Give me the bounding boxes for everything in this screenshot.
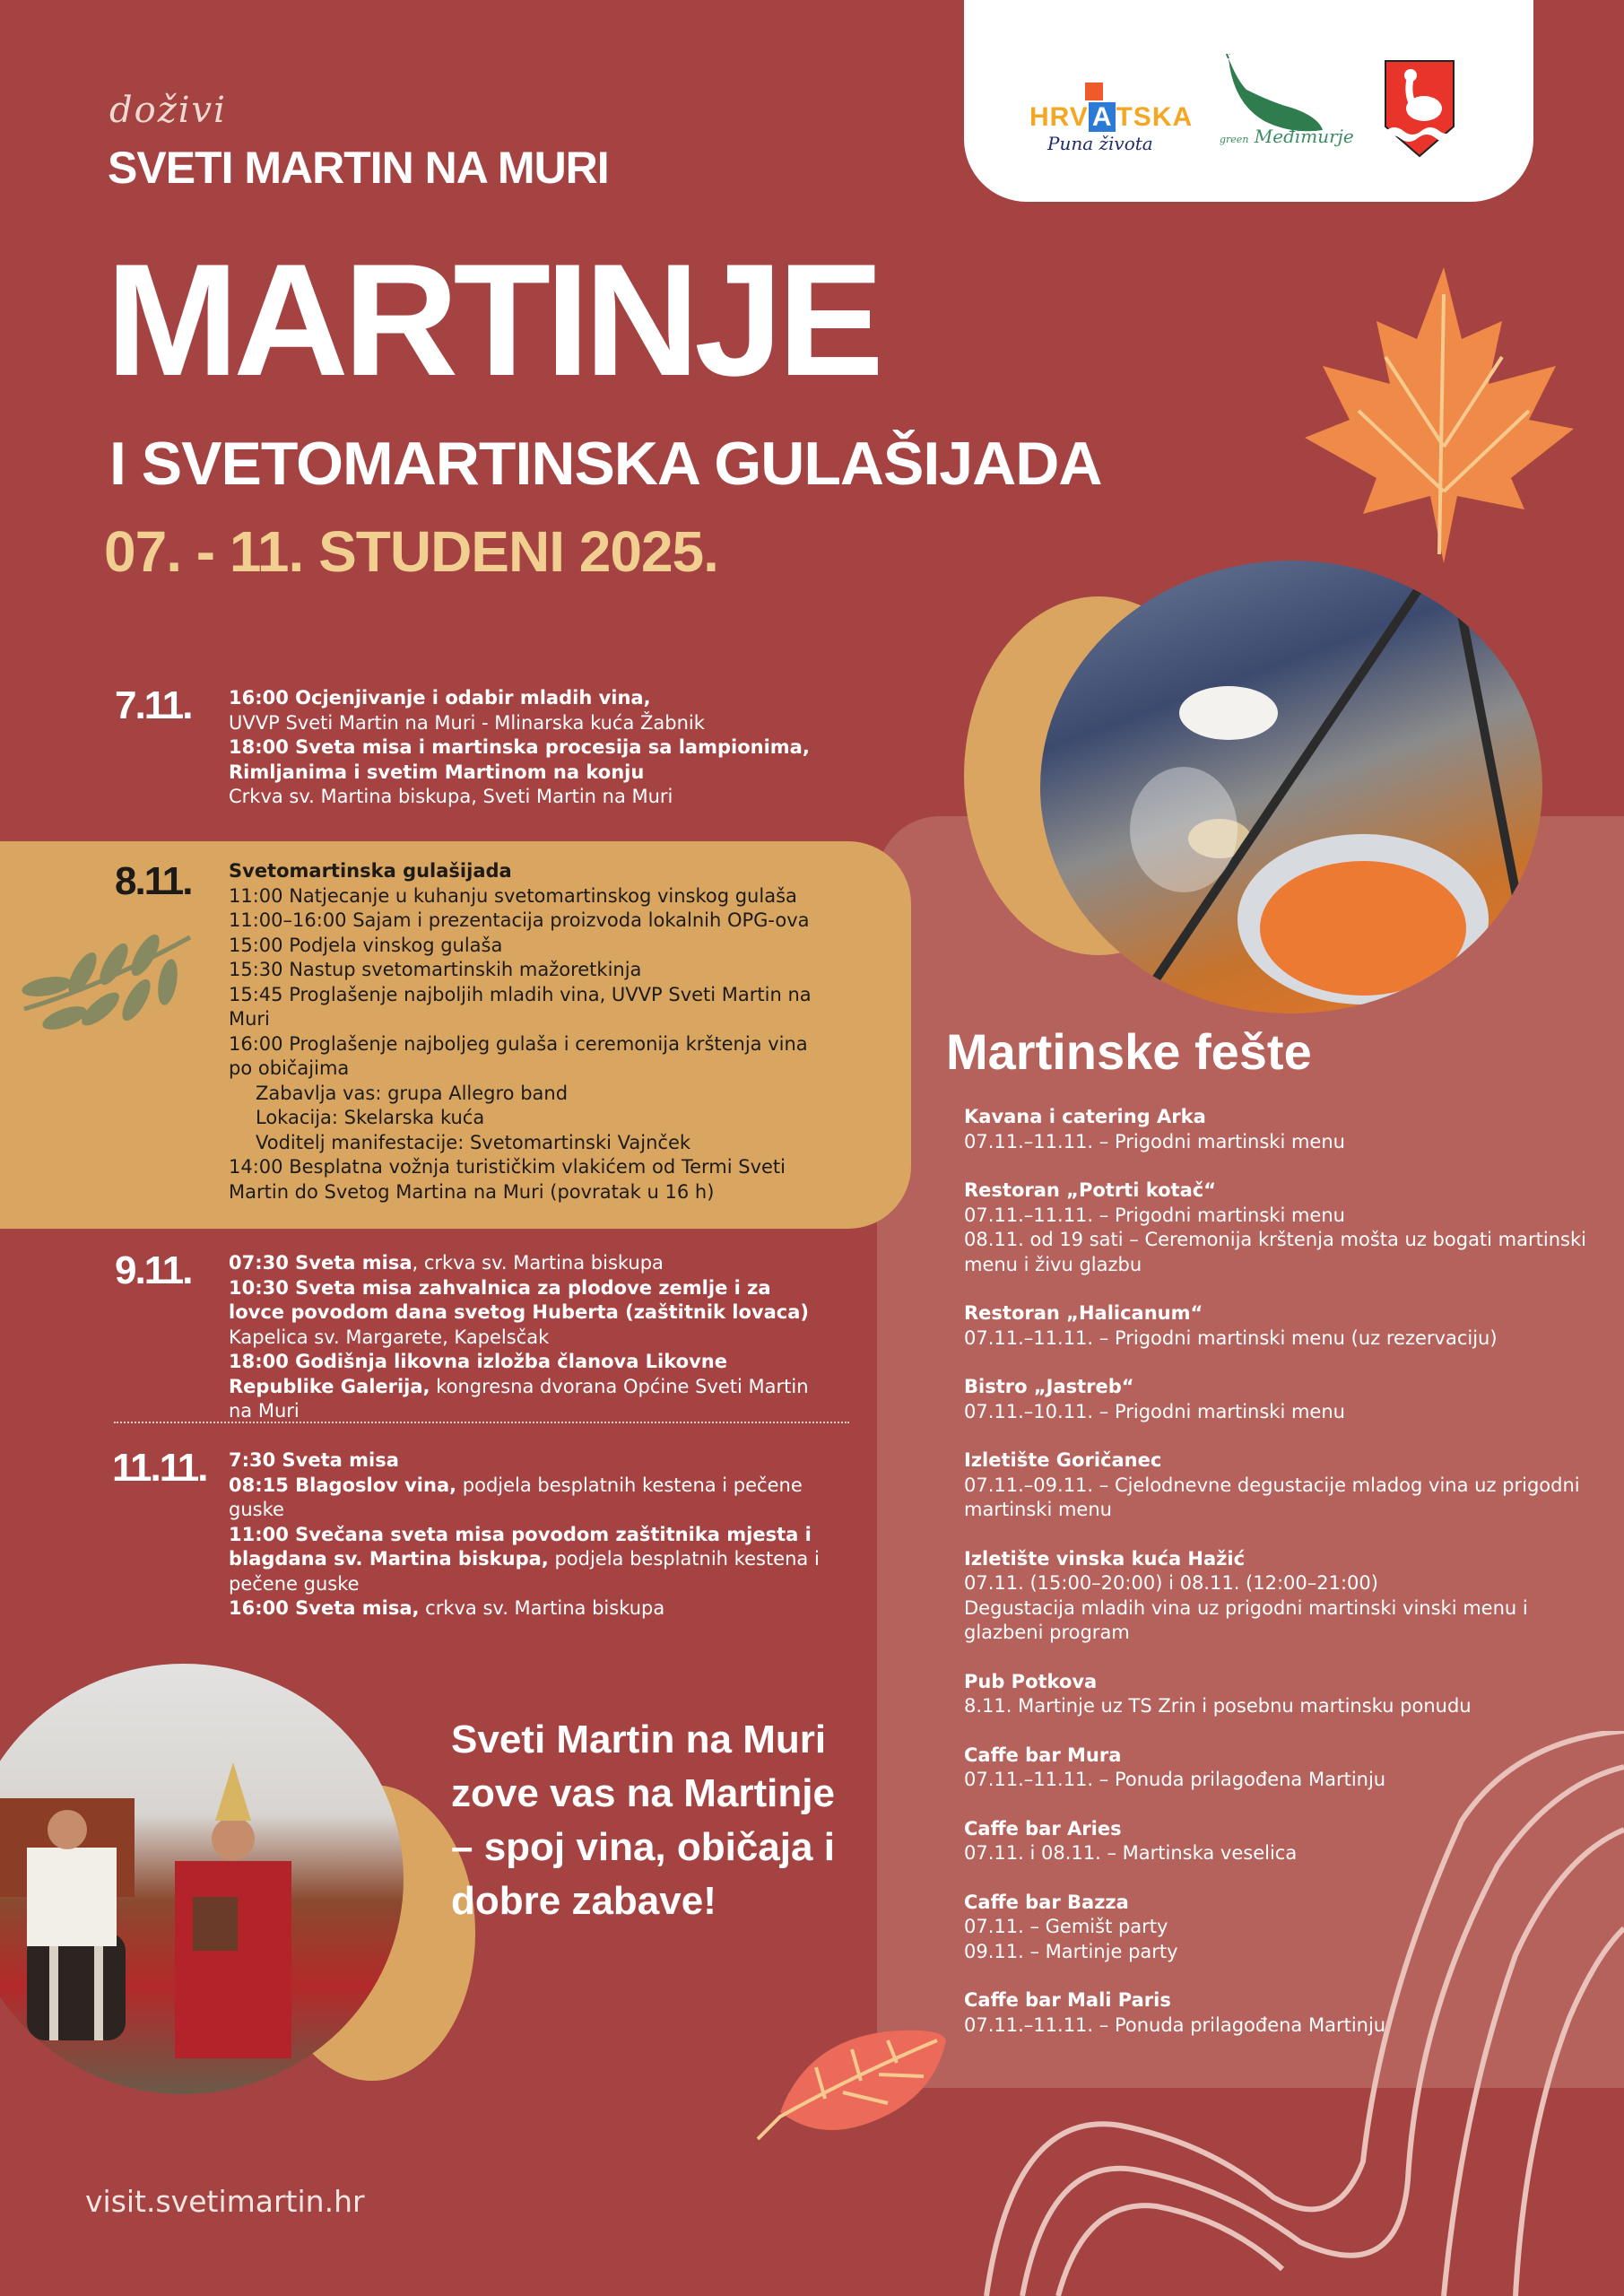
event-dates: 07. - 11. STUDENI 2025.: [104, 519, 718, 584]
venue-item: Caffe bar Bazza 07.11. – Gemišt party 09.11. – Martinje party: [964, 1891, 1178, 1962]
goulash-cooking-photo: [1040, 561, 1542, 1013]
croatia-tagline: Puna života: [1047, 133, 1153, 154]
day-events-9-11: 07:30 Sveta misa, crkva sv. Martina biskupa 10:30 Sveta misa zahvalnica za plodove zemlje i za lovce povodom dana svetog Huberta (zaštitnik lovaca) Kapelica sv. Margarete, Kapelsčak 18:00 Godišnja likovna izložba članova Likovne Republike Galerija, kongresna dvorana Općine Sveti Martin na Muri: [229, 1252, 809, 1422]
event-heading: Svetomartinska gulašijada: [229, 860, 512, 882]
dozivi-script-text: doživi: [109, 90, 227, 131]
venue-item: Caffe bar Aries 07.11. i 08.11. – Martinska veselica: [964, 1817, 1298, 1864]
venue-item: Izletište Goričanec 07.11.–09.11. – Cjelodnevne degustacije mladog vina uz prigodni martinski menu: [964, 1449, 1580, 1520]
venue-item: Restoran „Halicanum“ 07.11.–11.11. – Prigodni martinski menu (uz rezervaciju): [964, 1302, 1498, 1349]
venue-item: Pub Potkova 8.11. Martinje uz TS Zrin i posebnu martinsku ponudu: [964, 1670, 1472, 1717]
venue-item: Caffe bar Mura 07.11.–11.11. – Ponuda prilagođena Martinju: [964, 1744, 1386, 1790]
website-url[interactable]: visit.svetimartin.hr: [85, 2184, 365, 2219]
day-label-7-11: 7.11.: [115, 683, 192, 727]
autumn-leaf-icon: [753, 2022, 951, 2148]
place-name: SVETI MARTIN NA MURI: [108, 143, 609, 193]
page-subtitle: I SVETOMARTINSKA GULAŠIJADA: [109, 430, 1102, 498]
venue-item: Kavana i catering Arka 07.11.–11.11. – Prigodni martinski menu: [964, 1106, 1345, 1152]
page-title: MARTINJE: [106, 230, 879, 409]
medimurje-logo-text: green Međimurje: [1220, 126, 1354, 147]
venue-item: Izletište vinska kuća Hažić 07.11. (15:00–20:00) i 08.11. (12:00–21:00) Degustacija mladih vina uz prigodni martinski vinski menu i glazbeni program: [964, 1547, 1528, 1643]
venue-item: Restoran „Potrti kotač“ 07.11.–11.11. – Prigodni martinski menu 08.11. od 19 sati – Ceremonija krštenja mošta uz bogati martinski menu i živu glazbu: [964, 1179, 1586, 1275]
day-label-8-11: 8.11.: [115, 859, 192, 903]
invitation-slogan: Sveti Martin na Muri zove vas na Martinje – spoj vina, običaja i dobre zabave!: [451, 1718, 835, 1923]
day-events-7-11: 16:00 Ocjenjivanje i odabir mladih vina, UVVP Sveti Martin na Muri - Mlinarska kuća Žabnik 18:00 Sveta misa i martinska procesija sa lampionima, Rimljanima i svetim Martinom na konju Crkva sv. Martina biskupa, Sveti Martin na Muri: [229, 687, 810, 807]
coat-of-arms-goose-icon: [1384, 59, 1455, 158]
sun-square-icon: [1085, 83, 1103, 100]
venues-title: Martinske fešte: [946, 1023, 1312, 1080]
olive-branch-icon: [20, 933, 195, 1031]
day-events-8-11: Svetomartinska gulašijada 11:00 Natjecanje u kuhanju svetomartinskog vinskog gulaša 11:00–16:00 Sajam i prezentacija proizvoda lokalnih OPG-ova 15:00 Podjela vinskog gulaša 15:30 Nastup svetomartinskih mažoretkinja 15:45 Proglašenje najboljih mladih vina, UVVP Sveti Martin na Muri 16:00 Proglašenje najboljeg gulaša i ceremonija krštenja vina po običajima Zabavlja vas: grupa Allegro band Lokacija: Skelarska kuća Voditelj manifestacije: Svetomartinski Vajnček 14:00 Besplatna vožnja turističkim vlakićem od Termi Sveti Martin do Svetog Martina na Muri (povratak u 16 h): [229, 859, 821, 1205]
day-label-11-11: 11.11.: [112, 1446, 207, 1490]
decorative-wave-lines: [977, 1731, 1624, 2296]
day-events-11-11: 7:30 Sveta misa 08:15 Blagoslov vina, podjela besplatnih kestena i pečene guske 11:00 Svečana sveta misa povodom zaštitnika mjesta i blagdana sv. Martina biskupa, podjela besplatnih kestena i pečene guske 16:00 Sveta misa, crkva sv. Martina biskupa: [229, 1449, 820, 1619]
venue-item: Bistro „Jastreb“ 07.11.–10.11. – Prigodni martinski menu: [964, 1376, 1345, 1422]
croatia-tourism-logo: HRV A TSKA Puna života: [1029, 83, 1182, 154]
venue-item: Caffe bar Mali Paris 07.11.–11.11. – Ponuda prilagođena Martinju: [964, 1989, 1386, 2036]
day-label-9-11: 9.11.: [115, 1248, 192, 1292]
section-divider: [114, 1422, 849, 1423]
maple-leaf-icon: [1287, 267, 1574, 563]
